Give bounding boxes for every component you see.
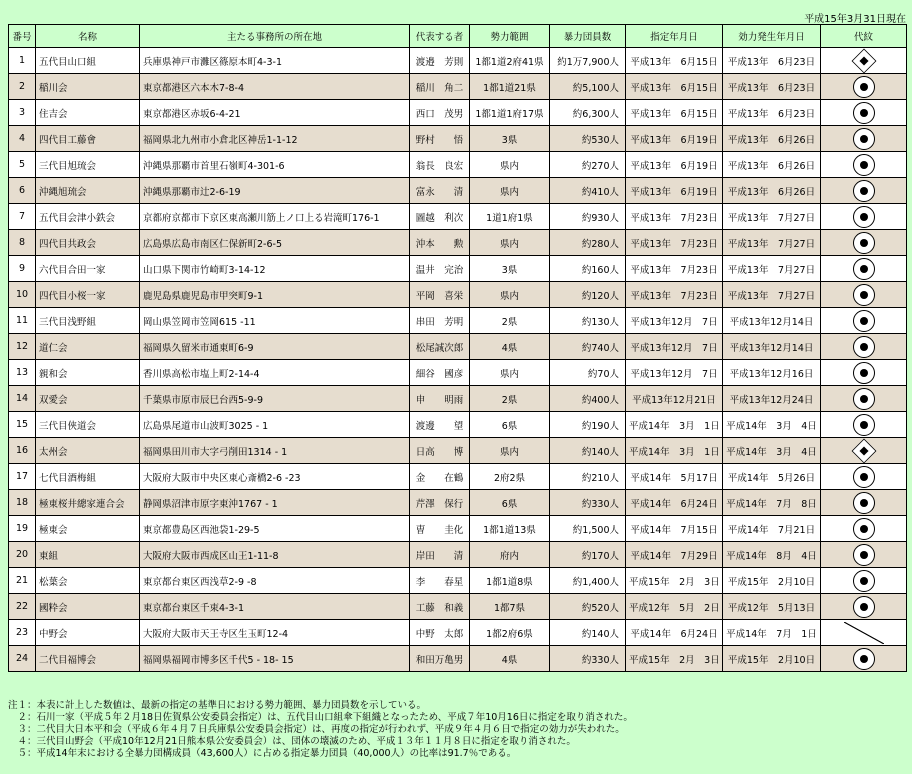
crest-cell xyxy=(821,204,907,230)
crest-icon xyxy=(853,336,875,358)
crest-icon xyxy=(851,48,876,73)
crest-icon xyxy=(853,154,875,176)
effective-date: 平成13年 6月26日 xyxy=(723,178,821,204)
table-row xyxy=(9,48,907,74)
influence-range: 県内 xyxy=(470,152,550,178)
table-row xyxy=(9,230,907,256)
effective-date: 平成13年12月16日 xyxy=(723,360,821,386)
member-count: 約1,400人 xyxy=(550,568,626,594)
designation-date: 平成15年 2月 3日 xyxy=(626,646,723,672)
crest-icon xyxy=(853,544,875,566)
designation-date: 平成13年 6月19日 xyxy=(626,126,723,152)
row-number: 12 xyxy=(9,334,36,360)
group-name: 七代目酒梅組 xyxy=(36,464,140,490)
office-address: 兵庫県神戸市灘区篠原本町4-3-1 xyxy=(140,48,410,74)
influence-range: 1都1道2府41県 xyxy=(470,48,550,74)
influence-range: 府内 xyxy=(470,542,550,568)
member-count: 約190人 xyxy=(550,412,626,438)
table-row xyxy=(9,282,907,308)
office-address: 東京都台東区西浅草2-9 -8 xyxy=(140,568,410,594)
group-name: 三代目俠道会 xyxy=(36,412,140,438)
crest-icon xyxy=(853,414,875,436)
row-number: 15 xyxy=(9,412,36,438)
office-address: 大阪府大阪市天王寺区生玉町12-4 xyxy=(140,620,410,646)
effective-date: 平成13年 7月27日 xyxy=(723,256,821,282)
effective-date: 平成14年 3月 4日 xyxy=(723,438,821,464)
header-address: 主たる事務所の所在地 xyxy=(140,25,410,48)
designation-date: 平成14年 3月 1日 xyxy=(626,438,723,464)
office-address: 福岡県北九州市小倉北区神岳1-1-12 xyxy=(140,126,410,152)
effective-date: 平成13年 6月23日 xyxy=(723,74,821,100)
group-name: 太州会 xyxy=(36,438,140,464)
representative: 富永 清 xyxy=(410,178,470,204)
office-address: 香川県高松市塩上町2-14-4 xyxy=(140,360,410,386)
effective-date: 平成14年 3月 4日 xyxy=(723,412,821,438)
row-number: 2 xyxy=(9,74,36,100)
row-number: 13 xyxy=(9,360,36,386)
representative: 圖越 利次 xyxy=(410,204,470,230)
crest-icon xyxy=(853,76,875,98)
row-number: 14 xyxy=(9,386,36,412)
crest-cell xyxy=(821,568,907,594)
crest-cell xyxy=(821,126,907,152)
representative: 松尾誠次郎 xyxy=(410,334,470,360)
row-number: 5 xyxy=(9,152,36,178)
representative: 細谷 國彦 xyxy=(410,360,470,386)
representative: 金 在鶴 xyxy=(410,464,470,490)
crest-icon xyxy=(853,102,875,124)
member-count: 約6,300人 xyxy=(550,100,626,126)
row-number: 9 xyxy=(9,256,36,282)
crest-cell xyxy=(821,74,907,100)
representative: 岸田 清 xyxy=(410,542,470,568)
header-crest: 代紋 xyxy=(821,25,907,48)
member-count: 約410人 xyxy=(550,178,626,204)
office-address: 大阪府大阪市中央区東心斎橋2-6 -23 xyxy=(140,464,410,490)
crest-icon xyxy=(853,206,875,228)
representative: 野村 悟 xyxy=(410,126,470,152)
effective-date: 平成13年 7月27日 xyxy=(723,230,821,256)
table-row xyxy=(9,74,907,100)
representative: 李 春星 xyxy=(410,568,470,594)
table-row xyxy=(9,178,907,204)
crest-icon xyxy=(853,232,875,254)
row-number: 8 xyxy=(9,230,36,256)
row-number: 19 xyxy=(9,516,36,542)
designation-date: 平成12年 5月 2日 xyxy=(626,594,723,620)
effective-date: 平成14年 5月26日 xyxy=(723,464,821,490)
group-name: 三代目浅野組 xyxy=(36,308,140,334)
influence-range: 1都1道13県 xyxy=(470,516,550,542)
group-name: 沖縄旭琉会 xyxy=(36,178,140,204)
member-count: 約1万7,900人 xyxy=(550,48,626,74)
crest-cell xyxy=(821,438,907,464)
influence-range: 6県 xyxy=(470,490,550,516)
crest-icon xyxy=(851,438,876,463)
member-count: 約270人 xyxy=(550,152,626,178)
member-count: 約160人 xyxy=(550,256,626,282)
crest-cell xyxy=(821,282,907,308)
table-row xyxy=(9,464,907,490)
representative: 曺 圭化 xyxy=(410,516,470,542)
note-line: ３：二代目大日本平和会（平成６年４月７日兵庫県公安委員会指定）は、再度の指定が行われず、平成９年４月６日で指定の効力が失われた。 xyxy=(8,724,625,735)
row-number: 20 xyxy=(9,542,36,568)
representative: 渡邉 芳則 xyxy=(410,48,470,74)
row-number: 11 xyxy=(9,308,36,334)
row-number: 6 xyxy=(9,178,36,204)
note-line: ５：平成14年末における全暴力団構成員（43,600人）に占める指定暴力団員（40,000人）の比率は91.7％である。 xyxy=(8,748,517,759)
member-count: 約530人 xyxy=(550,126,626,152)
table-row xyxy=(9,568,907,594)
designation-date: 平成13年 7月23日 xyxy=(626,230,723,256)
effective-date: 平成13年 6月23日 xyxy=(723,100,821,126)
influence-range: 1都1道21県 xyxy=(470,74,550,100)
designated-groups-table xyxy=(8,24,907,672)
crest-cell xyxy=(821,516,907,542)
designation-date: 平成14年 6月24日 xyxy=(626,620,723,646)
designation-date: 平成14年 5月17日 xyxy=(626,464,723,490)
row-number: 17 xyxy=(9,464,36,490)
group-name: 松葉会 xyxy=(36,568,140,594)
designation-date: 平成13年12月 7日 xyxy=(626,334,723,360)
group-name: 四代目共政会 xyxy=(36,230,140,256)
influence-range: 県内 xyxy=(470,360,550,386)
group-name: 五代目会津小鉄会 xyxy=(36,204,140,230)
row-number: 10 xyxy=(9,282,36,308)
designation-date: 平成14年 7月29日 xyxy=(626,542,723,568)
header-no: 番号 xyxy=(9,25,36,48)
office-address: 大阪府大阪市西成区山王1-11-8 xyxy=(140,542,410,568)
crest-icon xyxy=(853,596,875,618)
crest-cell xyxy=(821,178,907,204)
member-count: 約140人 xyxy=(550,620,626,646)
representative: 工藤 和義 xyxy=(410,594,470,620)
effective-date: 平成15年 2月10日 xyxy=(723,568,821,594)
header-effective-date: 効力発生年月日 xyxy=(723,25,821,48)
office-address: 広島県尾道市山波町3025 - 1 xyxy=(140,412,410,438)
office-address: 京都府京都市下京区東高瀬川筋上ノ口上る岩滝町176-1 xyxy=(140,204,410,230)
crest-cell xyxy=(821,386,907,412)
member-count: 約930人 xyxy=(550,204,626,230)
member-count: 約400人 xyxy=(550,386,626,412)
designation-date: 平成13年 6月19日 xyxy=(626,152,723,178)
crest-cell xyxy=(821,594,907,620)
designation-date: 平成13年12月 7日 xyxy=(626,360,723,386)
crest-cell xyxy=(821,48,907,74)
office-address: 静岡県沼津市原字東沖1767 - 1 xyxy=(140,490,410,516)
group-name: 中野会 xyxy=(36,620,140,646)
member-count: 約330人 xyxy=(550,646,626,672)
crest-icon xyxy=(853,388,875,410)
note-line: 注１：本表に計上した数値は、最新の指定の基準日における勢力範囲、暴力団員数を示している。 xyxy=(8,700,427,711)
influence-range: 県内 xyxy=(470,230,550,256)
influence-range: 県内 xyxy=(470,282,550,308)
crest-icon xyxy=(853,466,875,488)
representative: 沖本 勲 xyxy=(410,230,470,256)
crest-icon xyxy=(853,180,875,202)
representative: 芹澤 保行 xyxy=(410,490,470,516)
row-number: 4 xyxy=(9,126,36,152)
representative: 温井 完治 xyxy=(410,256,470,282)
group-name: 稲川会 xyxy=(36,74,140,100)
influence-range: 3県 xyxy=(470,256,550,282)
influence-range: 1都1道8県 xyxy=(470,568,550,594)
representative: 串田 芳明 xyxy=(410,308,470,334)
crest-cell xyxy=(821,620,907,646)
table-row xyxy=(9,412,907,438)
designation-date: 平成13年12月 7日 xyxy=(626,308,723,334)
table-row xyxy=(9,490,907,516)
member-count: 約740人 xyxy=(550,334,626,360)
effective-date: 平成13年 7月27日 xyxy=(723,204,821,230)
designation-date: 平成15年 2月 3日 xyxy=(626,568,723,594)
influence-range: 1道1府1県 xyxy=(470,204,550,230)
row-number: 3 xyxy=(9,100,36,126)
member-count: 約120人 xyxy=(550,282,626,308)
representative: 和田万亀男 xyxy=(410,646,470,672)
designation-date: 平成13年 6月15日 xyxy=(626,74,723,100)
crest-cell xyxy=(821,308,907,334)
row-number: 21 xyxy=(9,568,36,594)
header-row xyxy=(9,25,907,48)
effective-date: 平成13年 7月27日 xyxy=(723,282,821,308)
header-name: 名称 xyxy=(36,25,140,48)
table-row xyxy=(9,204,907,230)
influence-range: 6県 xyxy=(470,412,550,438)
crest-icon xyxy=(844,622,884,644)
designation-date: 平成14年 7月15日 xyxy=(626,516,723,542)
office-address: 岡山県笠岡市笠岡615 -11 xyxy=(140,308,410,334)
influence-range: 1都1道1府17県 xyxy=(470,100,550,126)
member-count: 約210人 xyxy=(550,464,626,490)
table-row xyxy=(9,334,907,360)
notes xyxy=(8,700,633,760)
influence-range: 4県 xyxy=(470,334,550,360)
member-count: 約1,500人 xyxy=(550,516,626,542)
office-address: 鹿児島県鹿児島市甲突町9-1 xyxy=(140,282,410,308)
table-row xyxy=(9,386,907,412)
influence-range: 県内 xyxy=(470,438,550,464)
table-row xyxy=(9,308,907,334)
office-address: 沖縄県那覇市首里石嶺町4-301-6 xyxy=(140,152,410,178)
influence-range: 4県 xyxy=(470,646,550,672)
table-row xyxy=(9,256,907,282)
office-address: 東京都港区赤坂6-4-21 xyxy=(140,100,410,126)
table-row xyxy=(9,542,907,568)
row-number: 16 xyxy=(9,438,36,464)
crest-icon xyxy=(853,310,875,332)
effective-date: 平成14年 7月21日 xyxy=(723,516,821,542)
representative: 平岡 喜栄 xyxy=(410,282,470,308)
table-row xyxy=(9,646,907,672)
table-row xyxy=(9,438,907,464)
effective-date: 平成13年12月14日 xyxy=(723,308,821,334)
member-count: 約140人 xyxy=(550,438,626,464)
influence-range: 1都2府6県 xyxy=(470,620,550,646)
group-name: 六代目合田一家 xyxy=(36,256,140,282)
note-line: ２：石川一家（平成５年２月18日佐賀県公安委員会指定）は、五代目山口組傘下組織となったため、平成７年10月16日に指定を取り消された。 xyxy=(8,712,633,723)
effective-date: 平成13年 6月23日 xyxy=(723,48,821,74)
note-line: ４：三代目山野会（平成10年12月21日熊本県公安委員会）は、団体の壊滅のため、平成１３年１１月８日に指定を取り消された。 xyxy=(8,736,576,747)
office-address: 沖縄県那覇市辻2-6-19 xyxy=(140,178,410,204)
crest-cell xyxy=(821,334,907,360)
group-name: 四代目工藤會 xyxy=(36,126,140,152)
designation-date: 平成13年 7月23日 xyxy=(626,282,723,308)
office-address: 千葉県市原市辰巳台西5-9-9 xyxy=(140,386,410,412)
row-number: 18 xyxy=(9,490,36,516)
crest-cell xyxy=(821,256,907,282)
member-count: 約70人 xyxy=(550,360,626,386)
crest-cell xyxy=(821,542,907,568)
office-address: 広島県広島市南区仁保新町2-6-5 xyxy=(140,230,410,256)
representative: 西口 茂男 xyxy=(410,100,470,126)
row-number: 23 xyxy=(9,620,36,646)
influence-range: 1都7県 xyxy=(470,594,550,620)
effective-date: 平成13年 6月26日 xyxy=(723,152,821,178)
group-name: 極東会 xyxy=(36,516,140,542)
effective-date: 平成12年 5月13日 xyxy=(723,594,821,620)
representative: 翁長 良宏 xyxy=(410,152,470,178)
designation-date: 平成13年 6月19日 xyxy=(626,178,723,204)
representative: 稲川 角二 xyxy=(410,74,470,100)
crest-cell xyxy=(821,360,907,386)
row-number: 24 xyxy=(9,646,36,672)
group-name: 双愛会 xyxy=(36,386,140,412)
influence-range: 2府2県 xyxy=(470,464,550,490)
table-row xyxy=(9,620,907,646)
office-address: 東京都台東区千束4-3-1 xyxy=(140,594,410,620)
representative: 渡邊 望 xyxy=(410,412,470,438)
row-number: 7 xyxy=(9,204,36,230)
influence-range: 2県 xyxy=(470,386,550,412)
designation-date: 平成13年 6月15日 xyxy=(626,48,723,74)
crest-icon xyxy=(853,518,875,540)
member-count: 約130人 xyxy=(550,308,626,334)
designation-date: 平成14年 6月24日 xyxy=(626,490,723,516)
group-name: 國粋会 xyxy=(36,594,140,620)
designation-date: 平成13年12月21日 xyxy=(626,386,723,412)
crest-icon xyxy=(853,570,875,592)
influence-range: 3県 xyxy=(470,126,550,152)
crest-icon xyxy=(853,258,875,280)
header-designation-date: 指定年月日 xyxy=(626,25,723,48)
influence-range: 2県 xyxy=(470,308,550,334)
row-number: 22 xyxy=(9,594,36,620)
representative: 日高 博 xyxy=(410,438,470,464)
designation-date: 平成13年 7月23日 xyxy=(626,204,723,230)
crest-icon xyxy=(853,648,875,670)
designation-date: 平成14年 3月 1日 xyxy=(626,412,723,438)
group-name: 極東桜井總家連合会 xyxy=(36,490,140,516)
effective-date: 平成13年12月14日 xyxy=(723,334,821,360)
group-name: 親和会 xyxy=(36,360,140,386)
crest-cell xyxy=(821,490,907,516)
group-name: 三代目旭琉会 xyxy=(36,152,140,178)
representative: 申 明雨 xyxy=(410,386,470,412)
member-count: 約330人 xyxy=(550,490,626,516)
group-name: 道仁会 xyxy=(36,334,140,360)
header-representative: 代表する者 xyxy=(410,25,470,48)
designated-groups-table-wrap xyxy=(8,24,907,672)
influence-range: 県内 xyxy=(470,178,550,204)
effective-date: 平成14年 7月 8日 xyxy=(723,490,821,516)
table-row xyxy=(9,100,907,126)
group-name: 四代目小桜一家 xyxy=(36,282,140,308)
effective-date: 平成13年 6月26日 xyxy=(723,126,821,152)
representative: 中野 太郎 xyxy=(410,620,470,646)
header-members: 暴力団員数 xyxy=(550,25,626,48)
header-range: 勢力範囲 xyxy=(470,25,550,48)
crest-cell xyxy=(821,464,907,490)
group-name: 東組 xyxy=(36,542,140,568)
office-address: 福岡県久留米市通東町6-9 xyxy=(140,334,410,360)
table-body xyxy=(9,48,907,672)
crest-cell xyxy=(821,100,907,126)
table-row xyxy=(9,360,907,386)
member-count: 約170人 xyxy=(550,542,626,568)
crest-cell xyxy=(821,412,907,438)
crest-cell xyxy=(821,646,907,672)
group-name: 二代目福博会 xyxy=(36,646,140,672)
effective-date: 平成13年12月24日 xyxy=(723,386,821,412)
member-count: 約280人 xyxy=(550,230,626,256)
table-row xyxy=(9,152,907,178)
office-address: 東京都港区六本木7-8-4 xyxy=(140,74,410,100)
office-address: 福岡県田川市大字弓削田1314 - 1 xyxy=(140,438,410,464)
crest-cell xyxy=(821,152,907,178)
crest-cell xyxy=(821,230,907,256)
crest-icon xyxy=(853,284,875,306)
table-row xyxy=(9,594,907,620)
as-of-date: 平成15年3月31日現在 xyxy=(804,14,906,25)
office-address: 山口県下関市竹崎町3-14-12 xyxy=(140,256,410,282)
designation-date: 平成13年 6月15日 xyxy=(626,100,723,126)
effective-date: 平成14年 7月 1日 xyxy=(723,620,821,646)
row-number: 1 xyxy=(9,48,36,74)
member-count: 約520人 xyxy=(550,594,626,620)
effective-date: 平成15年 2月10日 xyxy=(723,646,821,672)
group-name: 五代目山口組 xyxy=(36,48,140,74)
member-count: 約5,100人 xyxy=(550,74,626,100)
table-row xyxy=(9,126,907,152)
group-name: 住吉会 xyxy=(36,100,140,126)
crest-icon xyxy=(853,362,875,384)
crest-icon xyxy=(853,128,875,150)
table-row xyxy=(9,516,907,542)
office-address: 福岡県福岡市博多区千代5 - 18- 15 xyxy=(140,646,410,672)
effective-date: 平成14年 8月 4日 xyxy=(723,542,821,568)
office-address: 東京都豊島区西池袋1-29-5 xyxy=(140,516,410,542)
crest-icon xyxy=(853,492,875,514)
designation-date: 平成13年 7月23日 xyxy=(626,256,723,282)
